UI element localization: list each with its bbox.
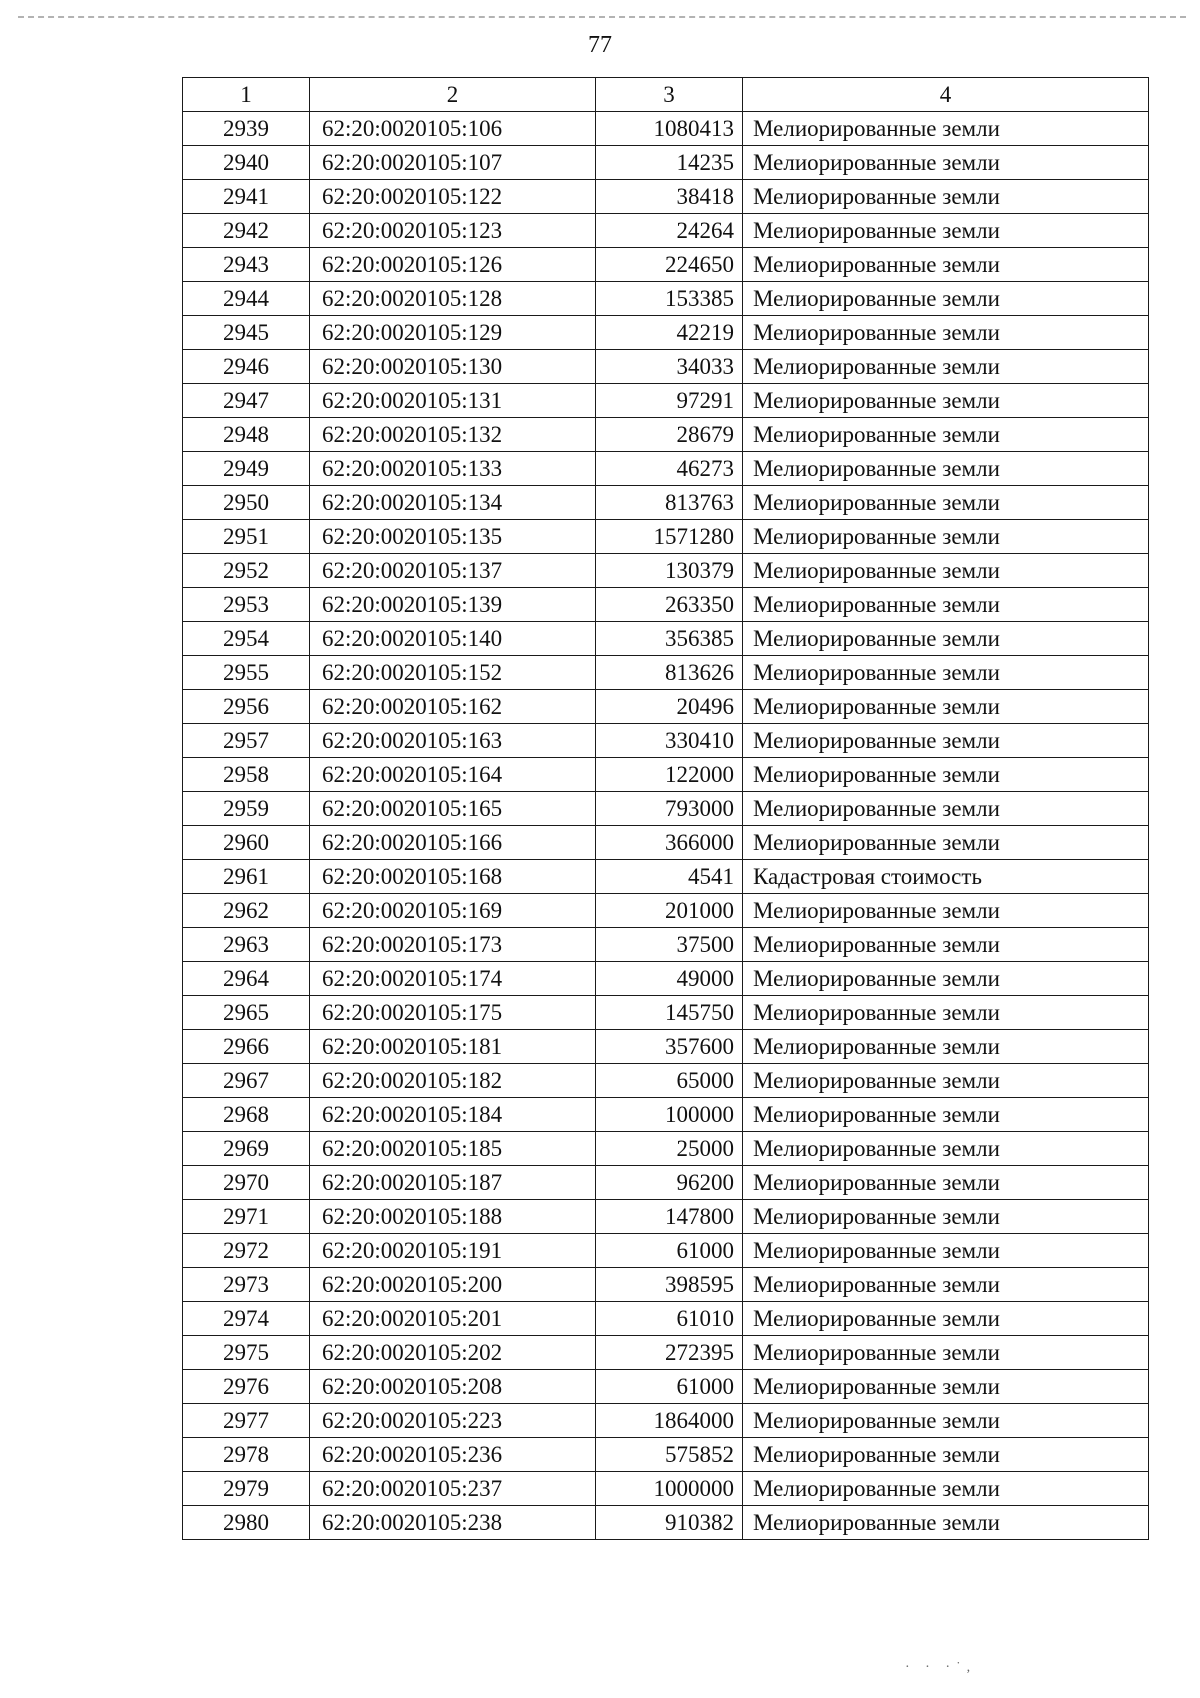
cadastral-number-cell: 62:20:0020105:122 (310, 180, 596, 214)
table-row (183, 928, 1149, 962)
cadastral-number-cell: 62:20:0020105:168 (310, 860, 596, 894)
row-number-cell: 2945 (183, 316, 310, 350)
land-category-cell: Мелиорированные земли (743, 1132, 1149, 1166)
area-value-cell: 20496 (596, 690, 743, 724)
land-category-cell: Мелиорированные земли (743, 112, 1149, 146)
land-category-cell: Мелиорированные земли (743, 1302, 1149, 1336)
table-row (183, 1166, 1149, 1200)
table-row (183, 962, 1149, 996)
land-category-cell: Мелиорированные земли (743, 1030, 1149, 1064)
land-category-cell: Мелиорированные земли (743, 1506, 1149, 1540)
land-category-cell: Мелиорированные земли (743, 928, 1149, 962)
area-value-cell: 61000 (596, 1234, 743, 1268)
cadastral-number-cell: 62:20:0020105:223 (310, 1404, 596, 1438)
cadastral-number-cell: 62:20:0020105:201 (310, 1302, 596, 1336)
table-row (183, 1438, 1149, 1472)
cadastral-number-cell: 62:20:0020105:129 (310, 316, 596, 350)
cadastral-number-cell: 62:20:0020105:175 (310, 996, 596, 1030)
table-row (183, 724, 1149, 758)
area-value-cell: 357600 (596, 1030, 743, 1064)
land-category-cell: Мелиорированные земли (743, 1268, 1149, 1302)
cadastral-number-cell: 62:20:0020105:133 (310, 452, 596, 486)
land-category-cell: Мелиорированные земли (743, 1370, 1149, 1404)
row-number-cell: 2941 (183, 180, 310, 214)
area-value-cell: 37500 (596, 928, 743, 962)
table-row (183, 384, 1149, 418)
land-category-cell: Мелиорированные земли (743, 1404, 1149, 1438)
cadastral-number-cell: 62:20:0020105:184 (310, 1098, 596, 1132)
area-value-cell: 153385 (596, 282, 743, 316)
row-number-cell: 2947 (183, 384, 310, 418)
cadastral-number-cell: 62:20:0020105:200 (310, 1268, 596, 1302)
table-row (183, 1506, 1149, 1540)
area-value-cell: 1864000 (596, 1404, 743, 1438)
row-number-cell: 2979 (183, 1472, 310, 1506)
cadastral-number-cell: 62:20:0020105:174 (310, 962, 596, 996)
column-header-1: 1 (183, 78, 310, 112)
row-number-cell: 2965 (183, 996, 310, 1030)
cadastral-number-cell: 62:20:0020105:137 (310, 554, 596, 588)
land-category-cell: Мелиорированные земли (743, 656, 1149, 690)
land-category-cell: Мелиорированные земли (743, 1098, 1149, 1132)
row-number-cell: 2967 (183, 1064, 310, 1098)
row-number-cell: 2943 (183, 248, 310, 282)
table-row (183, 1268, 1149, 1302)
area-value-cell: 330410 (596, 724, 743, 758)
row-number-cell: 2961 (183, 860, 310, 894)
area-value-cell: 1080413 (596, 112, 743, 146)
land-category-cell: Мелиорированные земли (743, 758, 1149, 792)
land-category-cell: Мелиорированные земли (743, 962, 1149, 996)
cadastral-number-cell: 62:20:0020105:128 (310, 282, 596, 316)
land-category-cell: Мелиорированные земли (743, 1200, 1149, 1234)
area-value-cell: 122000 (596, 758, 743, 792)
row-number-cell: 2949 (183, 452, 310, 486)
area-value-cell: 97291 (596, 384, 743, 418)
row-number-cell: 2968 (183, 1098, 310, 1132)
cadastral-number-cell: 62:20:0020105:165 (310, 792, 596, 826)
table-header-row (183, 78, 1149, 112)
area-value-cell: 49000 (596, 962, 743, 996)
table-row (183, 1064, 1149, 1098)
table-row (183, 1472, 1149, 1506)
row-number-cell: 2972 (183, 1234, 310, 1268)
cadastral-number-cell: 62:20:0020105:123 (310, 214, 596, 248)
table-row (183, 1234, 1149, 1268)
table-row (183, 214, 1149, 248)
row-number-cell: 2954 (183, 622, 310, 656)
cadastral-number-cell: 62:20:0020105:185 (310, 1132, 596, 1166)
row-number-cell: 2951 (183, 520, 310, 554)
area-value-cell: 366000 (596, 826, 743, 860)
column-header-3: 3 (596, 78, 743, 112)
area-value-cell: 4541 (596, 860, 743, 894)
row-number-cell: 2942 (183, 214, 310, 248)
table-row (183, 520, 1149, 554)
land-category-cell: Мелиорированные земли (743, 690, 1149, 724)
row-number-cell: 2940 (183, 146, 310, 180)
scan-edge-artifact (18, 16, 1186, 18)
table-row (183, 248, 1149, 282)
row-number-cell: 2964 (183, 962, 310, 996)
land-category-cell: Мелиорированные земли (743, 350, 1149, 384)
table-row (183, 1030, 1149, 1064)
land-category-cell: Мелиорированные земли (743, 1472, 1149, 1506)
area-value-cell: 61010 (596, 1302, 743, 1336)
row-number-cell: 2959 (183, 792, 310, 826)
cadastral-number-cell: 62:20:0020105:107 (310, 146, 596, 180)
land-category-cell: Мелиорированные земли (743, 520, 1149, 554)
land-category-cell: Мелиорированные земли (743, 214, 1149, 248)
row-number-cell: 2952 (183, 554, 310, 588)
area-value-cell: 65000 (596, 1064, 743, 1098)
land-category-cell: Мелиорированные земли (743, 1064, 1149, 1098)
row-number-cell: 2970 (183, 1166, 310, 1200)
cadastral-number-cell: 62:20:0020105:131 (310, 384, 596, 418)
table-row (183, 1302, 1149, 1336)
table-row (183, 690, 1149, 724)
row-number-cell: 2976 (183, 1370, 310, 1404)
area-value-cell: 575852 (596, 1438, 743, 1472)
row-number-cell: 2946 (183, 350, 310, 384)
table-row (183, 418, 1149, 452)
area-value-cell: 25000 (596, 1132, 743, 1166)
area-value-cell: 813626 (596, 656, 743, 690)
land-category-cell: Мелиорированные земли (743, 894, 1149, 928)
cadastral-number-cell: 62:20:0020105:208 (310, 1370, 596, 1404)
land-category-cell: Мелиорированные земли (743, 1166, 1149, 1200)
column-header-4: 4 (743, 78, 1149, 112)
row-number-cell: 2957 (183, 724, 310, 758)
cadastral-number-cell: 62:20:0020105:162 (310, 690, 596, 724)
area-value-cell: 910382 (596, 1506, 743, 1540)
land-category-cell: Мелиорированные земли (743, 622, 1149, 656)
table-row (183, 1098, 1149, 1132)
cadastral-number-cell: 62:20:0020105:202 (310, 1336, 596, 1370)
cadastral-number-cell: 62:20:0020105:140 (310, 622, 596, 656)
table-row (183, 486, 1149, 520)
table-row (183, 350, 1149, 384)
land-category-cell: Мелиорированные земли (743, 588, 1149, 622)
table-row (183, 554, 1149, 588)
area-value-cell: 24264 (596, 214, 743, 248)
area-value-cell: 356385 (596, 622, 743, 656)
table-row (183, 1132, 1149, 1166)
table-row (183, 1336, 1149, 1370)
table-row (183, 792, 1149, 826)
cadastral-number-cell: 62:20:0020105:166 (310, 826, 596, 860)
cadastral-number-cell: 62:20:0020105:134 (310, 486, 596, 520)
cadastral-number-cell: 62:20:0020105:238 (310, 1506, 596, 1540)
area-value-cell: 201000 (596, 894, 743, 928)
area-value-cell: 42219 (596, 316, 743, 350)
table-row (183, 588, 1149, 622)
table-row (183, 452, 1149, 486)
row-number-cell: 2948 (183, 418, 310, 452)
row-number-cell: 2974 (183, 1302, 310, 1336)
table-row (183, 622, 1149, 656)
land-category-cell: Мелиорированные земли (743, 554, 1149, 588)
land-category-cell: Мелиорированные земли (743, 248, 1149, 282)
land-category-cell: Мелиорированные земли (743, 996, 1149, 1030)
table-row (183, 894, 1149, 928)
area-value-cell: 14235 (596, 146, 743, 180)
row-number-cell: 2966 (183, 1030, 310, 1064)
land-category-cell: Мелиорированные земли (743, 1438, 1149, 1472)
row-number-cell: 2958 (183, 758, 310, 792)
area-value-cell: 100000 (596, 1098, 743, 1132)
cadastral-number-cell: 62:20:0020105:237 (310, 1472, 596, 1506)
column-header-2: 2 (310, 78, 596, 112)
area-value-cell: 145750 (596, 996, 743, 1030)
table-row (183, 180, 1149, 214)
row-number-cell: 2956 (183, 690, 310, 724)
cadastral-number-cell: 62:20:0020105:181 (310, 1030, 596, 1064)
cadastral-number-cell: 62:20:0020105:169 (310, 894, 596, 928)
area-value-cell: 263350 (596, 588, 743, 622)
row-number-cell: 2973 (183, 1268, 310, 1302)
area-value-cell: 272395 (596, 1336, 743, 1370)
cadastral-number-cell: 62:20:0020105:164 (310, 758, 596, 792)
cadastral-number-cell: 62:20:0020105:152 (310, 656, 596, 690)
row-number-cell: 2939 (183, 112, 310, 146)
land-category-cell: Мелиорированные земли (743, 282, 1149, 316)
row-number-cell: 2977 (183, 1404, 310, 1438)
land-category-cell: Мелиорированные земли (743, 1234, 1149, 1268)
area-value-cell: 130379 (596, 554, 743, 588)
area-value-cell: 38418 (596, 180, 743, 214)
table-row (183, 996, 1149, 1030)
area-value-cell: 224650 (596, 248, 743, 282)
row-number-cell: 2955 (183, 656, 310, 690)
land-category-cell: Мелиорированные земли (743, 418, 1149, 452)
table-row (183, 860, 1149, 894)
land-category-cell: Мелиорированные земли (743, 1336, 1149, 1370)
cadastral-number-cell: 62:20:0020105:135 (310, 520, 596, 554)
land-category-cell: Мелиорированные земли (743, 384, 1149, 418)
area-value-cell: 1571280 (596, 520, 743, 554)
land-category-cell: Мелиорированные земли (743, 792, 1149, 826)
cadastral-number-cell: 62:20:0020105:173 (310, 928, 596, 962)
land-plots-table (182, 77, 1149, 1540)
table-row (183, 826, 1149, 860)
table-row (183, 316, 1149, 350)
row-number-cell: 2953 (183, 588, 310, 622)
row-number-cell: 2980 (183, 1506, 310, 1540)
area-value-cell: 46273 (596, 452, 743, 486)
row-number-cell: 2962 (183, 894, 310, 928)
cadastral-number-cell: 62:20:0020105:188 (310, 1200, 596, 1234)
area-value-cell: 28679 (596, 418, 743, 452)
land-category-cell: Мелиорированные земли (743, 180, 1149, 214)
land-category-cell: Мелиорированные земли (743, 486, 1149, 520)
cadastral-number-cell: 62:20:0020105:130 (310, 350, 596, 384)
area-value-cell: 147800 (596, 1200, 743, 1234)
cadastral-number-cell: 62:20:0020105:132 (310, 418, 596, 452)
row-number-cell: 2944 (183, 282, 310, 316)
area-value-cell: 398595 (596, 1268, 743, 1302)
row-number-cell: 2971 (183, 1200, 310, 1234)
table-row (183, 112, 1149, 146)
table-row (183, 758, 1149, 792)
table-row (183, 1370, 1149, 1404)
area-value-cell: 793000 (596, 792, 743, 826)
land-category-cell: Мелиорированные земли (743, 724, 1149, 758)
table-row (183, 1404, 1149, 1438)
table-row (183, 146, 1149, 180)
land-category-cell: Мелиорированные земли (743, 316, 1149, 350)
land-category-cell: Мелиорированные земли (743, 452, 1149, 486)
row-number-cell: 2960 (183, 826, 310, 860)
area-value-cell: 813763 (596, 486, 743, 520)
page-number: 77 (588, 32, 612, 58)
cadastral-number-cell: 62:20:0020105:139 (310, 588, 596, 622)
area-value-cell: 61000 (596, 1370, 743, 1404)
row-number-cell: 2969 (183, 1132, 310, 1166)
area-value-cell: 1000000 (596, 1472, 743, 1506)
cadastral-number-cell: 62:20:0020105:126 (310, 248, 596, 282)
cadastral-number-cell: 62:20:0020105:191 (310, 1234, 596, 1268)
row-number-cell: 2950 (183, 486, 310, 520)
land-category-cell: Кадастровая стоимость (743, 860, 1149, 894)
area-value-cell: 34033 (596, 350, 743, 384)
cadastral-number-cell: 62:20:0020105:187 (310, 1166, 596, 1200)
cadastral-number-cell: 62:20:0020105:106 (310, 112, 596, 146)
row-number-cell: 2975 (183, 1336, 310, 1370)
cadastral-number-cell: 62:20:0020105:182 (310, 1064, 596, 1098)
table-row (183, 282, 1149, 316)
scan-specks: · · ·˙, (905, 1660, 977, 1675)
cadastral-number-cell: 62:20:0020105:163 (310, 724, 596, 758)
land-category-cell: Мелиорированные земли (743, 826, 1149, 860)
table-body (183, 112, 1149, 1540)
area-value-cell: 96200 (596, 1166, 743, 1200)
row-number-cell: 2963 (183, 928, 310, 962)
row-number-cell: 2978 (183, 1438, 310, 1472)
cadastral-number-cell: 62:20:0020105:236 (310, 1438, 596, 1472)
table-row (183, 656, 1149, 690)
table-row (183, 1200, 1149, 1234)
land-category-cell: Мелиорированные земли (743, 146, 1149, 180)
